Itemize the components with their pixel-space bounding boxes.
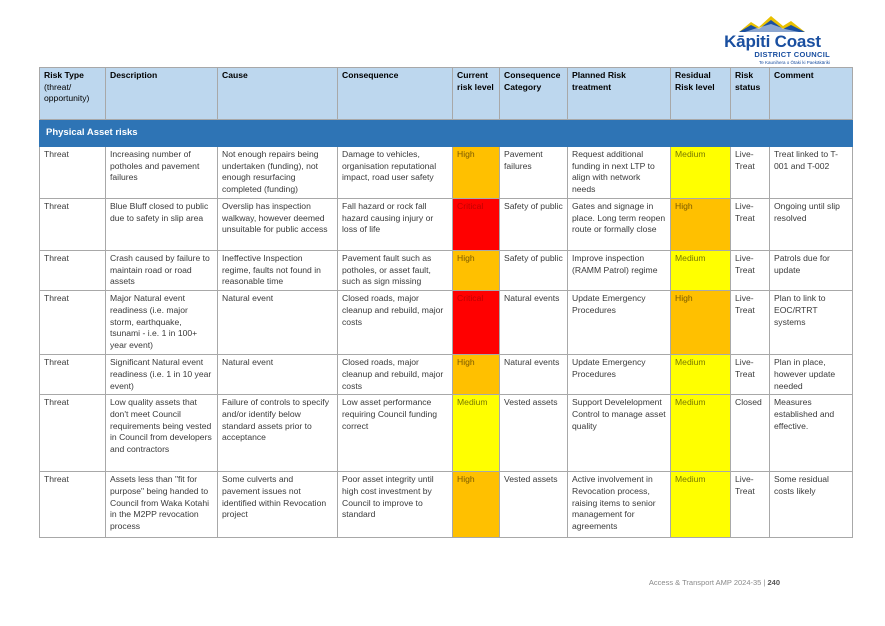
cell-consequence-category: Pavement failures: [500, 147, 568, 199]
cell-planned-treatment: Update Emergency Procedures: [568, 291, 671, 355]
header-current-risk-level: Current risk level: [453, 68, 500, 120]
cell-cause: Overslip has inspection walkway, however deemed unsuitable for public access: [218, 199, 338, 251]
footer-separator: |: [763, 578, 766, 587]
cell-consequence: Fall hazard or rock fall hazard causing injury or loss of life: [338, 199, 453, 251]
section-title: Physical Asset risks: [40, 120, 853, 147]
cell-comment: Treat linked to T-001 and T-002: [770, 147, 853, 199]
cell-risk-type: Threat: [40, 291, 106, 355]
header-risk-status: Risk status: [731, 68, 770, 120]
cell-residual-risk-level: High: [671, 199, 731, 251]
cell-description: Increasing number of potholes and pavement failures: [106, 147, 218, 199]
table-row: [40, 251, 853, 291]
cell-comment: Plan to link to EOC/RTRT systems: [770, 291, 853, 355]
table-header-row: [40, 68, 853, 120]
table-row: [40, 395, 853, 472]
table-row: [40, 291, 853, 355]
cell-description: Blue Bluff closed to public due to safety in slip area: [106, 199, 218, 251]
cell-residual-risk-level: Medium: [671, 355, 731, 395]
cell-cause: Some culverts and pavement issues not identified within Revocation project: [218, 472, 338, 538]
cell-cause: Natural event: [218, 355, 338, 395]
table-row: [40, 147, 853, 199]
cell-description: Significant Natural event readiness (i.e. 1 in 10 year event): [106, 355, 218, 395]
cell-current-risk-level: High: [453, 355, 500, 395]
cell-risk-type: Threat: [40, 472, 106, 538]
cell-risk-status: Live-Treat: [731, 147, 770, 199]
cell-description: Major Natural event readiness (i.e. major storm, earthquake, tsunami - i.e. 1 in 100+ year event): [106, 291, 218, 355]
cell-risk-status: Live-Treat: [731, 251, 770, 291]
cell-consequence-category: Natural events: [500, 291, 568, 355]
logo-subtitle: DISTRICT COUNCIL: [754, 50, 830, 59]
cell-comment: Plan in place, however update needed: [770, 355, 853, 395]
cell-risk-status: Live-Treat: [731, 355, 770, 395]
cell-current-risk-level: High: [453, 472, 500, 538]
cell-planned-treatment: Improve inspection (RAMM Patrol) regime: [568, 251, 671, 291]
cell-risk-status: Live-Treat: [731, 199, 770, 251]
cell-planned-treatment: Active involvement in Revocation process, raising items to senior management for agreements: [568, 472, 671, 538]
cell-current-risk-level: Critical: [453, 199, 500, 251]
cell-current-risk-level: Critical: [453, 291, 500, 355]
cell-current-risk-level: Medium: [453, 395, 500, 472]
header-residual-risk-level: Residual Risk level: [671, 68, 731, 120]
header-consequence-category: Consequence Category: [500, 68, 568, 120]
cell-description: Crash caused by failure to maintain road or road assets: [106, 251, 218, 291]
header-risk-type: Risk Type (threat/ opportunity): [40, 68, 106, 120]
cell-consequence: Damage to vehicles, organisation reputational impact, road user safety: [338, 147, 453, 199]
cell-consequence-category: Natural events: [500, 355, 568, 395]
cell-comment: Ongoing until slip resolved: [770, 199, 853, 251]
council-logo: [715, 14, 830, 70]
cell-cause: Ineffective Inspection regime, faults not found in reasonable time: [218, 251, 338, 291]
cell-current-risk-level: High: [453, 147, 500, 199]
logo-tagline: Te Kaunihera o Ōtaki ki Paekākāriki: [758, 60, 830, 65]
table-row: [40, 199, 853, 251]
header-description: Description: [106, 68, 218, 120]
page-footer: [560, 578, 780, 587]
cell-description: Low quality assets that don't meet Council requirements being vested in Council from developers and contractors: [106, 395, 218, 472]
hills-logo-icon: [737, 14, 807, 34]
cell-risk-type: Threat: [40, 355, 106, 395]
cell-risk-type: Threat: [40, 199, 106, 251]
cell-risk-type: Threat: [40, 251, 106, 291]
cell-cause: Natural event: [218, 291, 338, 355]
header-cause: Cause: [218, 68, 338, 120]
cell-planned-treatment: Support Develelopment Control to manage asset quality: [568, 395, 671, 472]
cell-risk-status: Live-Treat: [731, 472, 770, 538]
cell-residual-risk-level: Medium: [671, 251, 731, 291]
cell-consequence-category: Vested assets: [500, 472, 568, 538]
footer-doc-title: Access & Transport AMP 2024-35: [648, 578, 762, 587]
table-row: [40, 472, 853, 538]
header-planned-treatment: Planned Risk treatment: [568, 68, 671, 120]
logo-name: Kāpiti Coast: [724, 32, 821, 51]
header-risk-type-sub: (threat/ opportunity): [44, 81, 90, 103]
cell-comment: Some residual costs likely: [770, 472, 853, 538]
page-number: 240: [767, 578, 780, 587]
cell-risk-type: Threat: [40, 147, 106, 199]
cell-consequence: Low asset performance requiring Council funding correct: [338, 395, 453, 472]
section-row: [40, 120, 853, 147]
table-row: [40, 355, 853, 395]
cell-planned-treatment: Request additional funding in next LTP to align with network needs: [568, 147, 671, 199]
cell-current-risk-level: High: [453, 251, 500, 291]
cell-cause: Failure of controls to specify and/or identify below standard assets prior to acceptance: [218, 395, 338, 472]
cell-comment: Measures established and effective.: [770, 395, 853, 472]
cell-consequence-category: Safety of public: [500, 251, 568, 291]
cell-residual-risk-level: High: [671, 291, 731, 355]
cell-residual-risk-level: Medium: [671, 395, 731, 472]
cell-consequence: Poor asset integrity until high cost investment by Council to improve to standard: [338, 472, 453, 538]
cell-planned-treatment: Update Emergency Procedures: [568, 355, 671, 395]
cell-comment: Patrols due for update: [770, 251, 853, 291]
cell-risk-status: Live-Treat: [731, 291, 770, 355]
cell-planned-treatment: Gates and signage in place. Long term reopen route or formally close: [568, 199, 671, 251]
header-consequence: Consequence: [338, 68, 453, 120]
cell-consequence-category: Safety of public: [500, 199, 568, 251]
header-comment: Comment: [770, 68, 853, 120]
cell-description: Assets less than "fit for purpose" being handed to Council from Waka Kotahi in the M2PP revocation process: [106, 472, 218, 538]
cell-residual-risk-level: Medium: [671, 472, 731, 538]
risk-register-table: [39, 67, 853, 538]
cell-cause: Not enough repairs being undertaken (funding), not enough resurfacing completed (funding): [218, 147, 338, 199]
cell-risk-type: Threat: [40, 395, 106, 472]
cell-consequence-category: Vested assets: [500, 395, 568, 472]
cell-consequence: Closed roads, major cleanup and rebuild, major costs: [338, 291, 453, 355]
cell-residual-risk-level: Medium: [671, 147, 731, 199]
cell-risk-status: Closed: [731, 395, 770, 472]
cell-consequence: Pavement fault such as potholes, or asset fault, such as sign missing: [338, 251, 453, 291]
cell-consequence: Closed roads, major cleanup and rebuild, major costs: [338, 355, 453, 395]
